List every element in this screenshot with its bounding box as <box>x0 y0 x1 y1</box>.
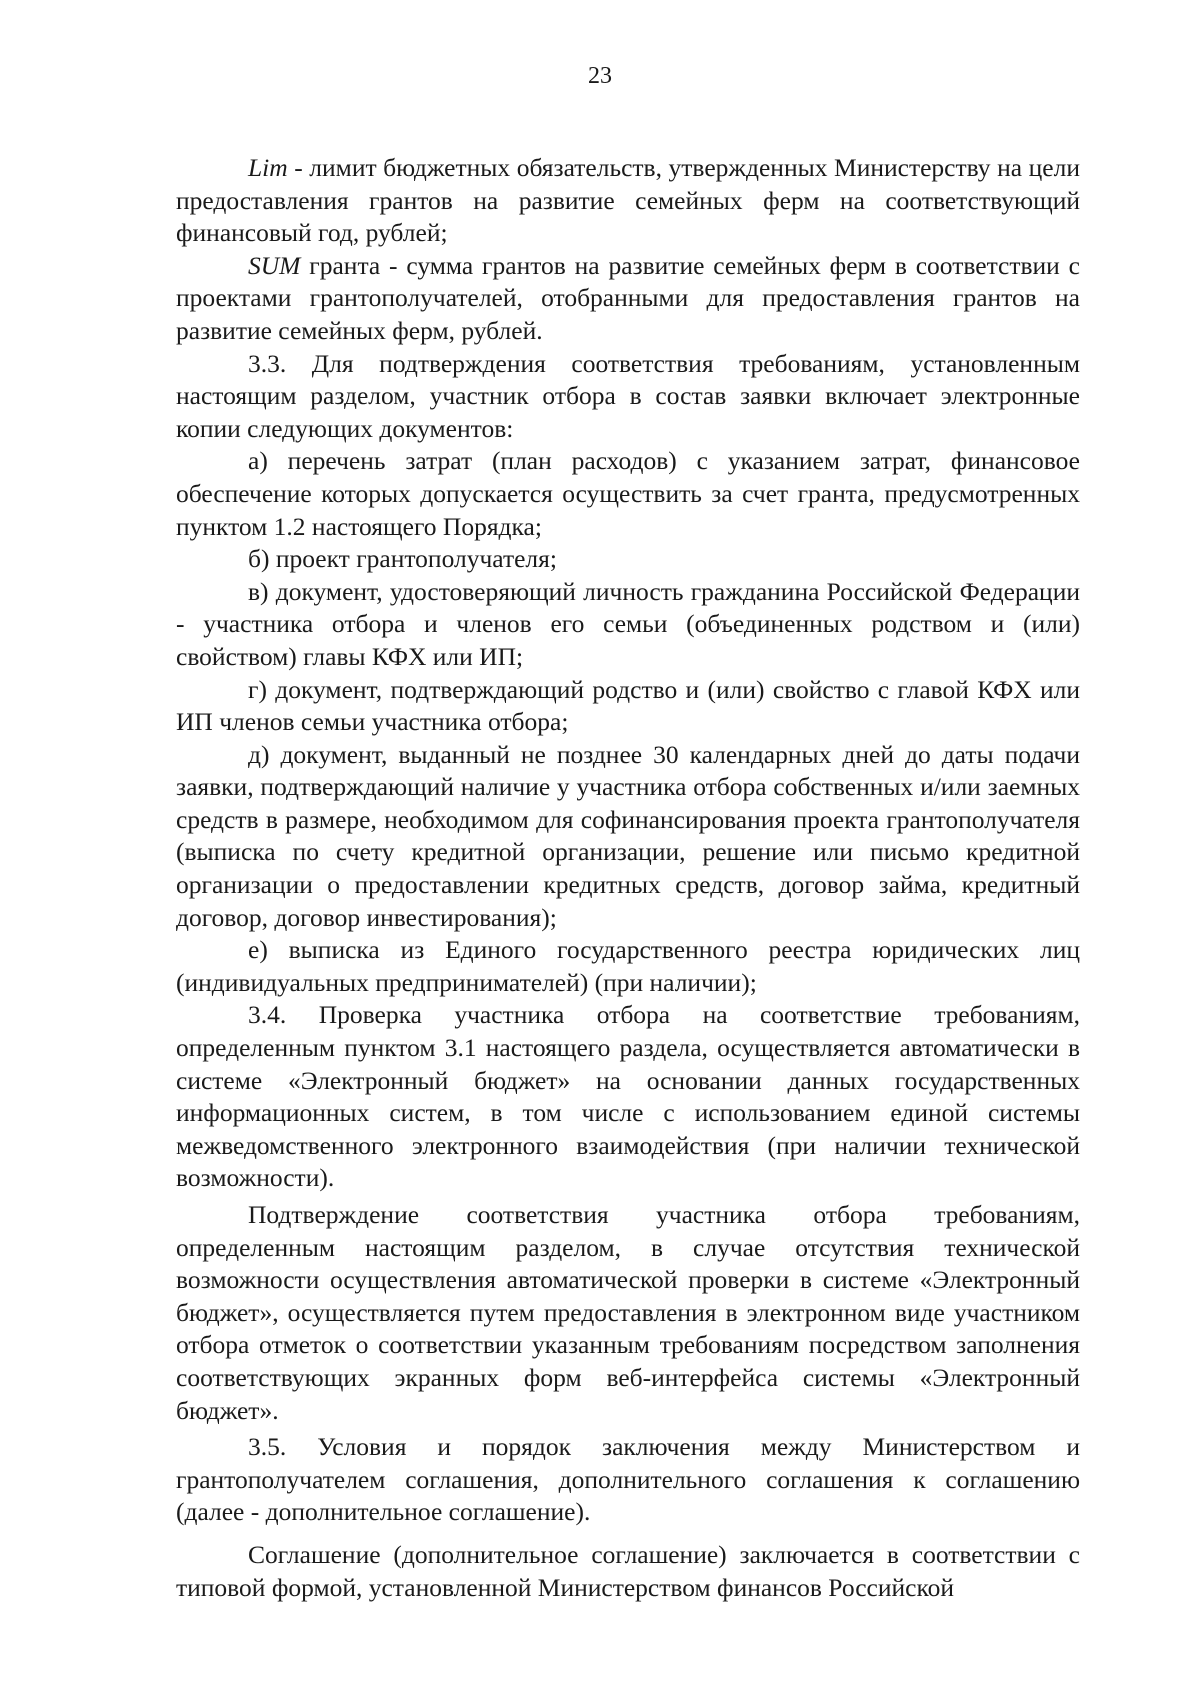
paragraph-3-4: 3.4. Проверка участника отбора на соответствие требованиям, определенным пунктом 3.1 настоящего раздела, осуществляется автоматически в системе «Электронный бюджет» на основании данных государственных информационных систем, в том числе с использованием единой системы межведомственного электронного взаимодействия (при наличии технической возможности). <box>176 1000 1080 1193</box>
paragraph-3-3: 3.3. Для подтверждения соответствия требованиям, установленным настоящим разделом, участник отбора в состав заявки включает электронные копии следующих документов: <box>176 348 1080 443</box>
list-item-v: в) документ, удостоверяющий личность гражданина Российской Федерации - участника отбора и членов его семьи (объединенных родством и (или) свойством) главы КФХ или ИП; <box>176 576 1080 671</box>
list-item-a: а) перечень затрат (план расходов) с указанием затрат, финансовое обеспечение которых допускается осуществить за счет гранта, предусмотренных пунктом 1.2 настоящего Порядка; <box>176 446 1080 541</box>
list-item-d: д) документ, выданный не позднее 30 календарных дней до даты подачи заявки, подтверждающий наличие у участника отбора собственных и/или заемных средств в размере, необходимом для софинансирования проекта грантополучателя (выписка по счету кредитной организации, решение или письмо кредитной организации о предоставлении кредитных средств, договор займа, кредитный договор, договор инвестирования); <box>176 739 1080 932</box>
list-item-b: б) проект грантополучателя; <box>248 544 557 574</box>
paragraph-confirmation: Подтверждение соответствия участника отбора требованиям, определенным настоящим разделом, в случае отсутствия технической возможности осуществления автоматической проверки в системе «Электронный бюджет», осуществляется путем предоставления в электронном виде участником отбора отметок о соответствии указанным требованиям посредством заполнения соответствующих экранных форм веб-интерфейса системы «Электронный бюджет». <box>176 1200 1080 1425</box>
paragraph-agreement: Соглашение (дополнительное соглашение) заключается в соответствии с типовой формой, установленной Министерством финансов Российской <box>176 1539 1080 1602</box>
sum-variable: SUM <box>248 250 301 280</box>
sum-definition: гранта - сумма грантов на развитие семейных ферм в соответствии с проектами грантополучателей, отобранными для предоставления грантов на развитие семейных ферм, рублей. <box>176 250 1080 345</box>
lim-variable: Lim <box>248 153 288 182</box>
page-number: 23 <box>588 63 612 89</box>
lim-definition: - лимит бюджетных обязательств, утвержденных Министерству на цели предоставления грантов на развитие семейных ферм на соответствующий финансовый год, рублей; <box>176 153 1080 248</box>
list-item-e: е) выписка из Единого государственного реестра юридических лиц (индивидуальных предпринимателей) (при наличии); <box>176 935 1080 997</box>
document-body <box>176 152 1080 1604</box>
paragraph-lim <box>176 152 1080 250</box>
list-item-g: г) документ, подтверждающий родство и (или) свойство с главой КФХ или ИП членов семьи участника отбора; <box>176 674 1080 737</box>
paragraph-sum <box>176 250 1080 348</box>
paragraph-3-5: 3.5. Условия и порядок заключения между Министерством и грантополучателем соглашения, дополнительного соглашения к соглашению (далее - дополнительное соглашение). <box>176 1432 1080 1527</box>
